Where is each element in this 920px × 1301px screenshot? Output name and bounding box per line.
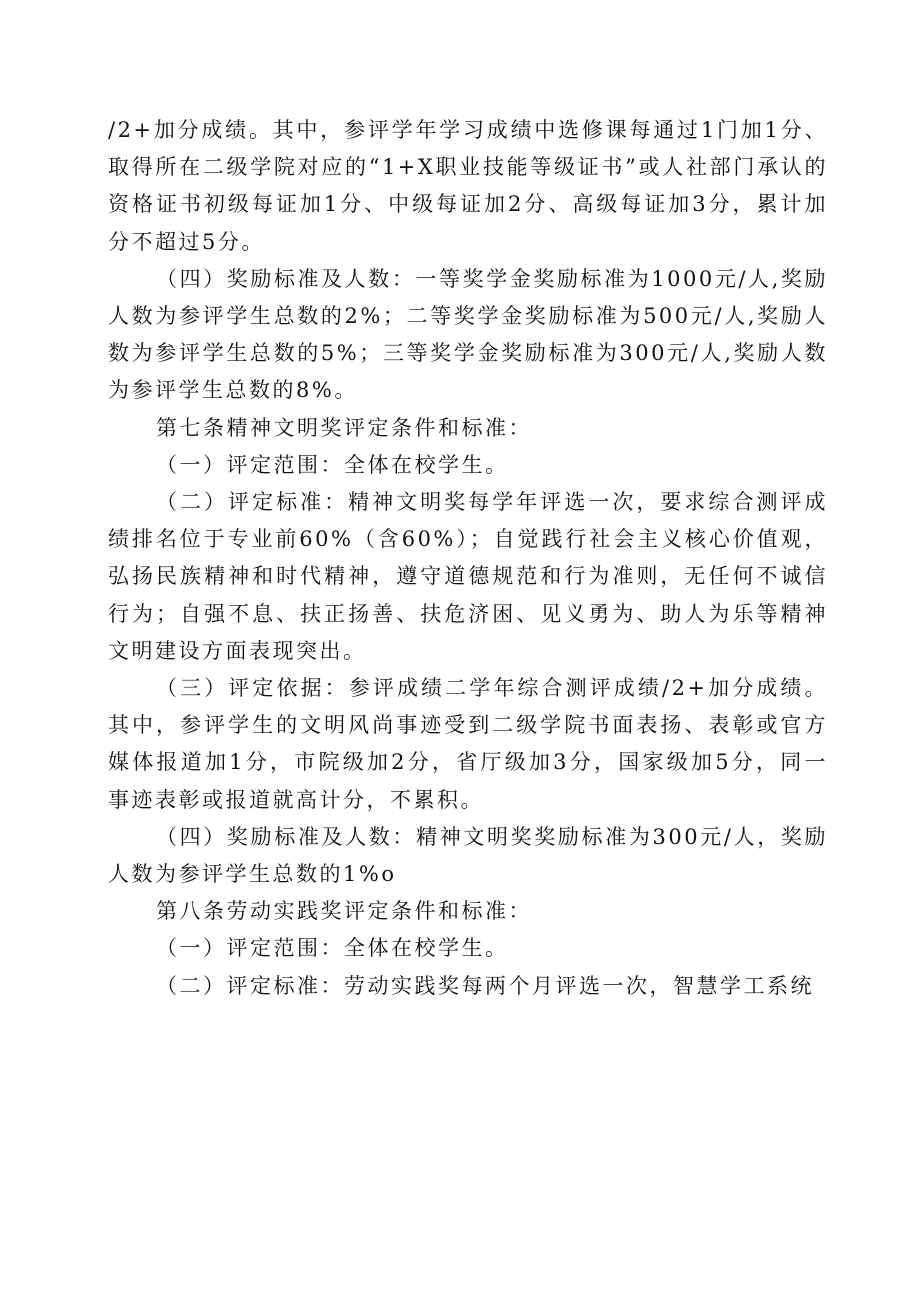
paragraph-article-7-standard: （二）评定标准：精神文明奖每学年评选一次，要求综合测评成绩排名位于专业前60%（含60%）；自觉践行社会主义核心价值观，弘扬民族精神和时代精神，遵守道德规范和行为准则，无任何不诚信行为；自强不息、扶正扬善、扶危济困、见义勇为、助人为乐等精神文明建设方面表现突出。: [108, 490, 828, 663]
document-body: [108, 112, 828, 1005]
paragraph-article-8-scope: （一）评定范围：全体在校学生。: [156, 936, 509, 961]
paragraph-article-7-basis: （三）评定依据：参评成绩二学年综合测评成绩/2+加分成绩。其中，参评学生的文明风尚事迹受到二级学院书面表扬、表彰或官方媒体报道加1分，市院级加2分，省厅级加3分，国家级加5分，同一事迹表彰或报道就高计分，不累积。: [108, 676, 828, 812]
heading-article-8: 第八条劳动实践奖评定条件和标准：: [156, 899, 532, 924]
paragraph-article-7-award: （四）奖励标准及人数：精神文明奖奖励标准为300元/人，奖励人数为参评学生总数的1%o: [108, 824, 828, 887]
paragraph-scholarship-award-standard: （四）奖励标准及人数：一等奖学金奖励标准为1000元/人,奖励人数为参评学生总数的2%；二等奖学金奖励标准为500元/人,奖励人数为参评学生总数的5%；三等奖学金奖励标准为300元/人,奖励人数为参评学生总数的8%。: [108, 266, 828, 403]
paragraph-article-7-scope: （一）评定范围：全体在校学生。: [156, 452, 509, 477]
heading-article-7: 第七条精神文明奖评定条件和标准：: [156, 415, 532, 440]
paragraph-scholarship-criteria-continued: /2+加分成绩。其中，参评学年学习成绩中选修课每通过1门加1分、取得所在二级学院对应的“1+X职业技能等级证书”或人社部门承认的资格证书初级每证加1分、中级每证加2分、高级每证加3分，累计加分不超过5分。: [108, 118, 828, 254]
paragraph-article-8-standard: （二）评定标准：劳动实践奖每两个月评选一次，智慧学工系统: [156, 973, 814, 998]
